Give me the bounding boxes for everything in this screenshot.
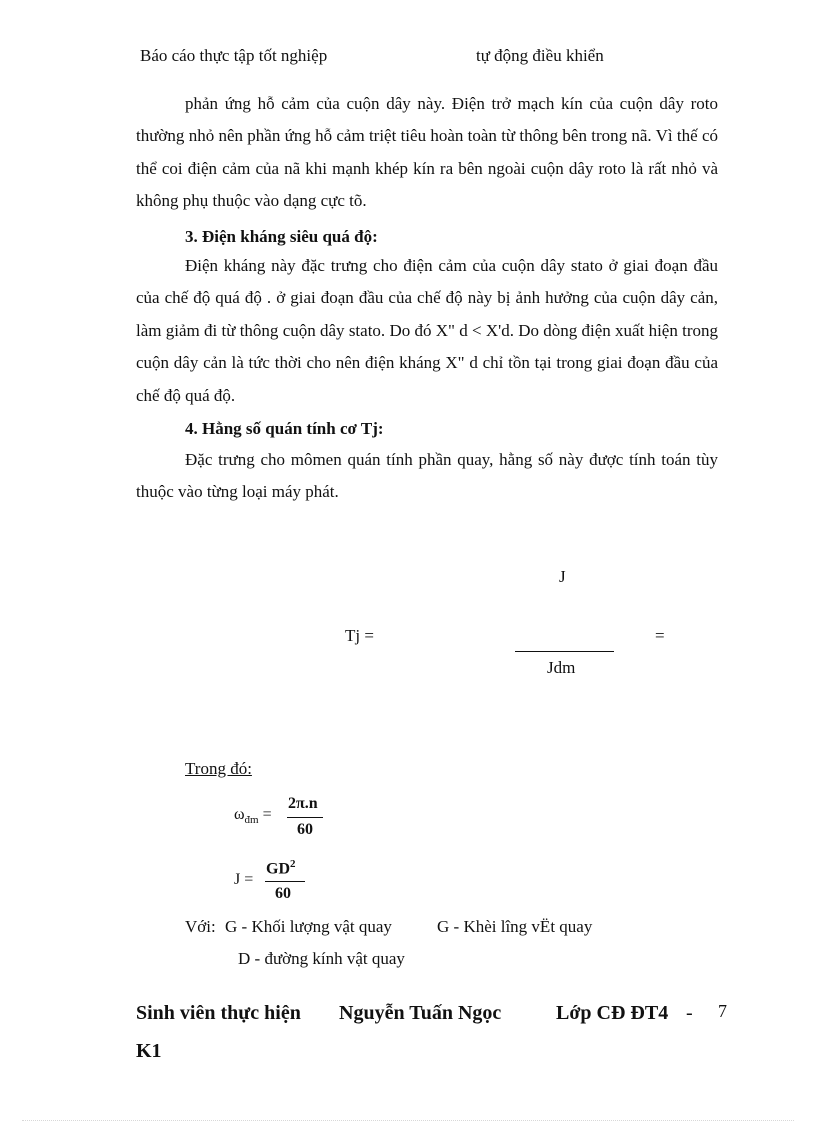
where-label: Trong đó: bbox=[185, 759, 252, 778]
heading-3: 3. Điện kháng siêu quá độ: bbox=[185, 227, 378, 246]
formula-tj-lhs: Tj = bbox=[345, 626, 374, 645]
omega-subscript: đm bbox=[244, 814, 259, 827]
with-label: Với: bbox=[185, 917, 216, 936]
footer-class-suffix: K1 bbox=[136, 1040, 162, 1062]
formula-omega-denominator: 60 bbox=[297, 821, 313, 838]
paragraph-3: Đặc trưng cho mômen quán tính phần quay, hằng số này được tính toán tùy thuộc vào từng loại máy phát. bbox=[136, 450, 718, 502]
formula-j-denominator: 60 bbox=[275, 885, 291, 902]
j-numerator-exponent: 2 bbox=[290, 858, 296, 870]
formula-tj-equals: = bbox=[655, 626, 665, 645]
header-left: Báo cáo thực tập tốt nghiệp bbox=[140, 46, 328, 65]
formula-omega-numerator: 2π.n bbox=[288, 795, 318, 812]
formula-tj-fraction-bar bbox=[515, 651, 614, 652]
formula-j-numerator bbox=[266, 858, 296, 878]
paragraph-2: Điện kháng này đặc trưng cho điện cảm của cuộn dây stato ở giai đoạn đầu của chế độ quá độ . ở giai đoạn đầu của chế độ này bị ảnh hưởng của cuộn dây cản, làm giảm đi từ thông cuộn dây stato. Do đó X" d < X'd. Do dòng điện xuất hiện trong cuộn dây cản là tức thời cho nên điện kháng X" d chỉ tồn tại trong giai đoạn đầu của chế độ quá độ. bbox=[136, 256, 718, 405]
formula-j-fraction-bar bbox=[265, 881, 305, 882]
page-bottom-border bbox=[22, 1120, 794, 1121]
footer-class-label: Lớp CĐ ĐT4 bbox=[556, 1002, 669, 1024]
heading-4: 4. Hằng số quán tính cơ Tj: bbox=[185, 419, 384, 438]
definition-g: G - Khối lượng vật quay bbox=[225, 917, 392, 936]
footer-student-name: Nguyễn Tuấn Ngọc bbox=[339, 1002, 502, 1024]
formula-tj-denominator: Jdm bbox=[547, 658, 576, 677]
j-numerator-base: GD bbox=[266, 860, 290, 878]
definition-d: D - đường kính vật quay bbox=[238, 949, 405, 968]
paragraph-1: phản ứng hỗ cảm của cuộn dây này. Điện trở mạch kín của cuộn dây roto thường nhỏ nên phần ứng hỗ cảm triệt tiêu hoàn toàn từ thông bên trong nã. Vì thế có thể coi điện cảm của nã khi mạnh khép kín ra bên ngoài cuộn dây roto là rất nhỏ và không phụ thuộc vào dạng cực tõ. bbox=[136, 94, 718, 211]
header-right: tự động điều khiển bbox=[476, 46, 604, 65]
formula-j-lhs: J = bbox=[234, 871, 254, 888]
formula-tj-numerator: J bbox=[559, 567, 566, 586]
omega-equals: = bbox=[262, 806, 272, 823]
formula-omega-fraction-bar bbox=[287, 817, 323, 818]
formula-omega-lhs bbox=[234, 806, 272, 826]
footer-student-label: Sinh viên thực hiện bbox=[136, 1002, 301, 1024]
omega-symbol: ω bbox=[234, 806, 245, 823]
page-number: 7 bbox=[718, 1001, 727, 1021]
footer-dash: - bbox=[686, 1002, 693, 1024]
definition-g-garbled: G - Khèi lîng vËt quay bbox=[437, 917, 593, 936]
